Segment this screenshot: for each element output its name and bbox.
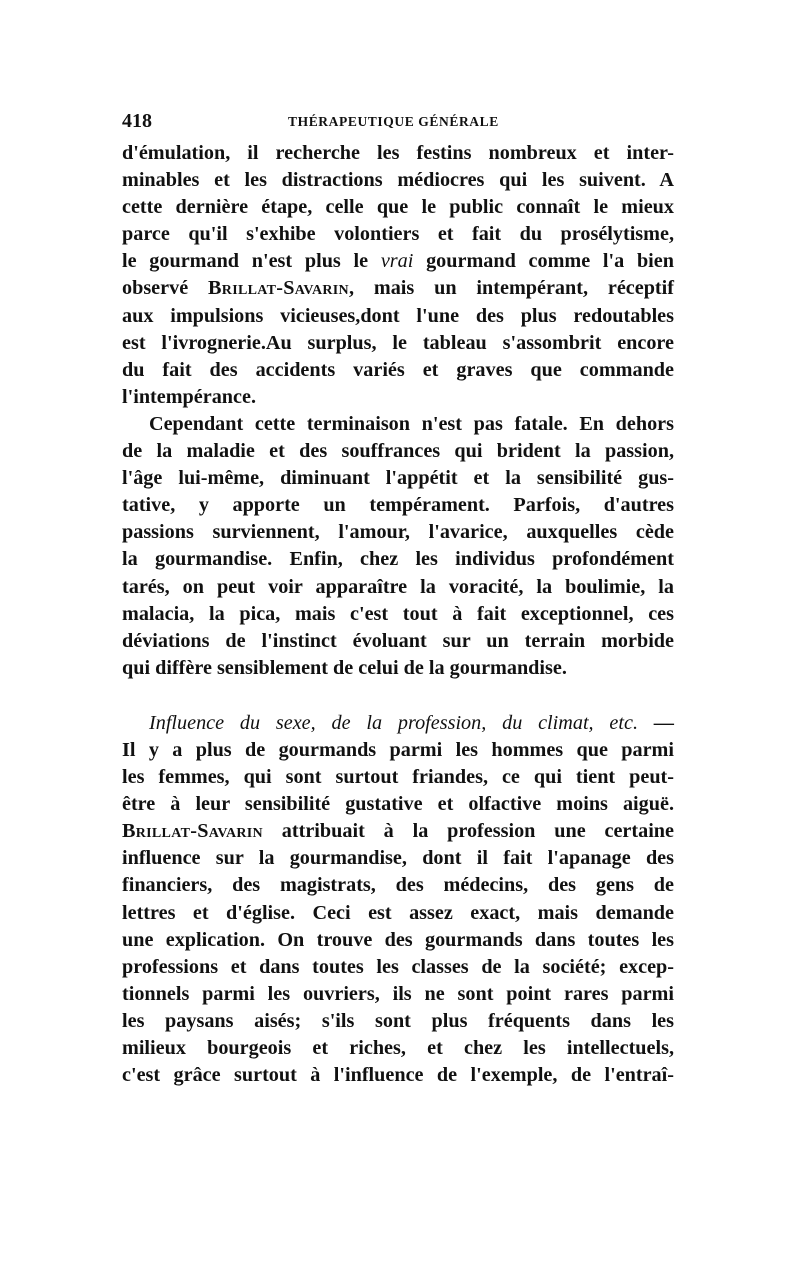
text-line: tarés, on peut voir apparaître la voracité, la boulimie, la — [122, 575, 674, 598]
text-line: être à leur sensibilité gustative et olfactive moins aiguë. — [122, 793, 674, 816]
text-segment: le gourmand n'est plus le — [122, 250, 381, 273]
text-line: l'âge lui-même, diminuant l'appétit et la sensibilité gus- — [122, 467, 674, 490]
text-line: Cependant cette terminaison n'est pas fatale. En dehors — [149, 412, 674, 435]
text-line: d'émulation, il recherche les festins nombreux et inter- — [122, 142, 674, 164]
italic-emphasis: vrai — [380, 250, 414, 273]
paragraph-2 — [122, 411, 674, 682]
section-gap — [122, 682, 674, 710]
text-line: la gourmandise. Enfin, chez les individus profondément — [122, 548, 674, 571]
text-line: influence sur la gourmandise, dont il fait l'apanage des — [122, 847, 674, 870]
author-name: Brillat-Savarin — [208, 277, 349, 300]
text-line — [122, 710, 674, 737]
running-head — [122, 110, 674, 140]
section-heading: Influence du sexe, de la profession, du climat, etc. — [149, 711, 638, 734]
author-name: Brillat-Savarin — [122, 820, 263, 843]
text-line: Il y a plus de gourmands parmi les hommes que parmi — [122, 738, 674, 761]
text-line: de la maladie et des souffrances qui brident la passion, — [122, 440, 674, 463]
section-influence — [122, 710, 674, 1089]
text-line: c'est grâce surtout à l'influence de l'exemple, de l'entraî- — [122, 1064, 674, 1087]
text-line: parce qu'il s'exhibe volontiers et fait du prosélytisme, — [122, 223, 674, 246]
text-line: tionnels parmi les ouvriers, ils ne sont point rares parmi — [122, 982, 674, 1005]
text-line: milieux bourgeois et riches, et chez les intellectuels, — [122, 1037, 674, 1059]
text-line: une explication. On trouve des gourmands dans toutes les — [122, 928, 674, 951]
book-page — [122, 110, 674, 1089]
text-segment: gourmand comme l'a bien — [413, 250, 674, 273]
text-segment: attribuait à la profession une certaine — [262, 820, 674, 843]
text-segment: , mais un intempérant, réceptif — [348, 277, 674, 300]
text-line: déviations de l'instinct évoluant sur un terrain morbide — [122, 629, 674, 652]
text-line — [122, 275, 674, 302]
body-text — [122, 140, 674, 1089]
text-line — [122, 248, 674, 275]
text-line: les paysans aisés; s'ils sont plus fréquents dans les — [122, 1009, 674, 1032]
text-line: lettres et d'église. Ceci est assez exact, mais demande — [122, 901, 674, 924]
page-number: 418 — [122, 110, 152, 132]
text-line: malacia, la pica, mais c'est tout à fait exceptionnel, ces — [122, 602, 674, 625]
text-line — [122, 818, 674, 845]
heading-dash: — — [638, 711, 674, 734]
text-line: financiers, des magistrats, des médecins, des gens de — [122, 874, 674, 897]
paragraph-1 — [122, 140, 674, 411]
text-line: les femmes, qui sont surtout friandes, ce qui tient peut- — [122, 766, 674, 789]
text-line: cette dernière étape, celle que le public connaît le mieux — [122, 196, 674, 219]
text-line: minables et les distractions médiocres qui les suivent. A — [122, 169, 674, 192]
text-line: tative, y apporte un tempérament. Parfois, d'autres — [122, 494, 674, 517]
running-title: THÉRAPEUTIQUE GÉNÉRALE — [288, 114, 499, 129]
text-line: est l'ivrognerie.Au surplus, le tableau s'assombrit encore — [122, 331, 674, 354]
text-line: professions et dans toutes les classes de la société; excep- — [122, 955, 674, 978]
text-segment: observé — [122, 277, 209, 300]
text-line: aux impulsions vicieuses,dont l'une des plus redoutables — [122, 304, 674, 327]
text-line: l'intempérance. — [122, 385, 256, 408]
text-line: du fait des accidents variés et graves que commande — [122, 358, 674, 381]
text-line: passions surviennent, l'amour, l'avarice, auxquelles cède — [122, 521, 674, 544]
text-line: qui diffère sensiblement de celui de la gourmandise. — [122, 656, 567, 679]
